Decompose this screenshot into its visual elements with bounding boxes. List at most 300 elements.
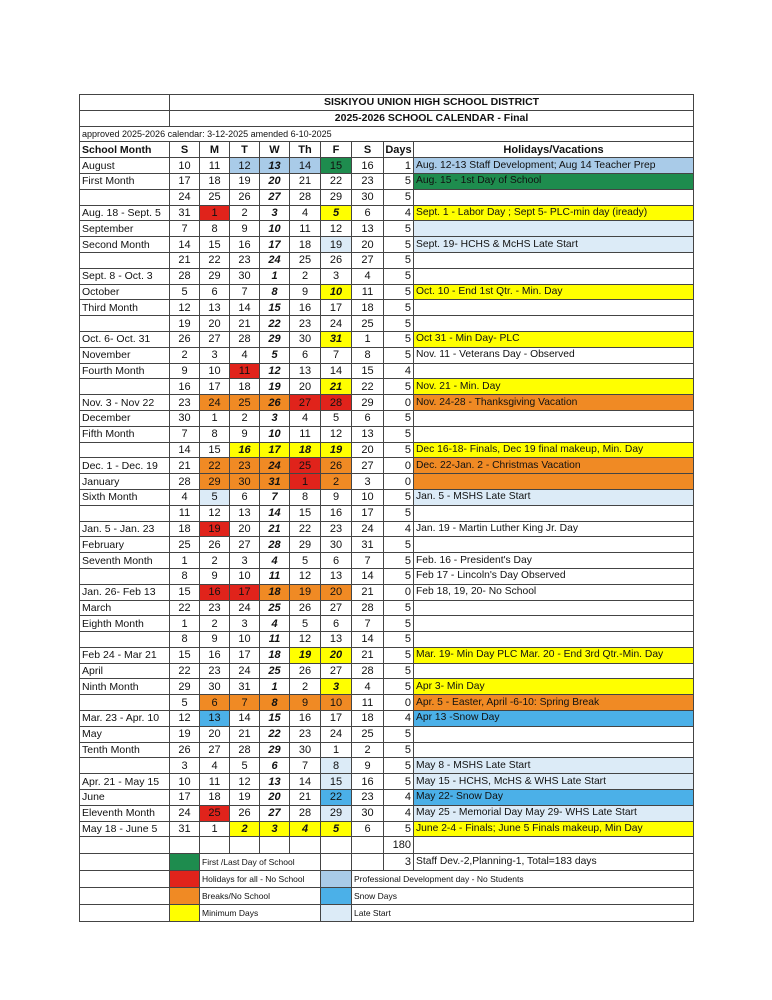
day-cell: 8 bbox=[200, 426, 230, 442]
school-month-label: First Month bbox=[80, 173, 170, 189]
day-cell: 26 bbox=[321, 252, 352, 268]
school-days-count: 5 bbox=[384, 347, 414, 363]
day-cell: 20 bbox=[260, 173, 290, 189]
day-cell: 9 bbox=[321, 489, 352, 505]
day-cell: 11 bbox=[200, 774, 230, 790]
day-cell: 13 bbox=[321, 568, 352, 584]
school-days-count: 5 bbox=[384, 821, 414, 837]
school-month-label bbox=[80, 252, 170, 268]
calendar-week-row bbox=[80, 347, 694, 363]
holiday-note bbox=[414, 221, 694, 237]
holiday-note bbox=[414, 252, 694, 268]
day-cell: 29 bbox=[352, 395, 384, 411]
day-cell: 18 bbox=[352, 300, 384, 316]
day-cell: 20 bbox=[321, 584, 352, 600]
calendar-week-row bbox=[80, 300, 694, 316]
day-cell: 31 bbox=[321, 331, 352, 347]
day-cell: 14 bbox=[290, 158, 321, 174]
day-cell: 9 bbox=[200, 568, 230, 584]
day-cell: 10 bbox=[170, 158, 200, 174]
calendar-week-row bbox=[80, 821, 694, 837]
day-cell: 22 bbox=[200, 252, 230, 268]
calendar-week-row bbox=[80, 774, 694, 790]
school-month-label: August bbox=[80, 158, 170, 174]
blank-cell bbox=[352, 837, 384, 854]
day-cell: 7 bbox=[230, 284, 260, 300]
holiday-note: June 2-4 - Finals; June 5 Finals makeup, Min Day bbox=[414, 821, 694, 837]
day-cell: 24 bbox=[260, 252, 290, 268]
calendar-week-row bbox=[80, 442, 694, 458]
calendar-week-row bbox=[80, 221, 694, 237]
day-cell: 6 bbox=[260, 758, 290, 774]
day-cell: 23 bbox=[230, 252, 260, 268]
calendar-week-row bbox=[80, 521, 694, 537]
day-cell: 16 bbox=[352, 158, 384, 174]
school-month-label: Eleventh Month bbox=[80, 805, 170, 821]
day-cell: 31 bbox=[260, 474, 290, 490]
day-cell: 7 bbox=[170, 221, 200, 237]
day-cell: 12 bbox=[290, 568, 321, 584]
legend-label: Breaks/No School bbox=[200, 888, 321, 905]
day-cell: 27 bbox=[200, 331, 230, 347]
day-cell: 26 bbox=[170, 331, 200, 347]
day-cell: 1 bbox=[200, 410, 230, 426]
day-cell: 7 bbox=[352, 616, 384, 632]
day-cell: 7 bbox=[260, 489, 290, 505]
calendar-week-row bbox=[80, 237, 694, 253]
day-cell: 5 bbox=[260, 347, 290, 363]
day-cell: 5 bbox=[290, 553, 321, 569]
day-cell: 16 bbox=[290, 300, 321, 316]
calendar-week-row bbox=[80, 758, 694, 774]
school-month-label: May 18 - June 5 bbox=[80, 821, 170, 837]
day-cell: 21 bbox=[230, 726, 260, 742]
school-month-label: February bbox=[80, 537, 170, 553]
school-month-label: Nov. 3 - Nov 22 bbox=[80, 395, 170, 411]
calendar-title: 2025-2026 SCHOOL CALENDAR - Final bbox=[170, 110, 694, 126]
day-cell: 1 bbox=[290, 474, 321, 490]
holiday-note: Feb 18, 19, 20- No School bbox=[414, 584, 694, 600]
day-cell: 4 bbox=[230, 347, 260, 363]
day-cell: 3 bbox=[260, 410, 290, 426]
calendar-week-row bbox=[80, 252, 694, 268]
school-month-label: Seventh Month bbox=[80, 553, 170, 569]
day-cell: 29 bbox=[321, 189, 352, 205]
day-cell: 4 bbox=[290, 410, 321, 426]
day-cell: 13 bbox=[321, 632, 352, 648]
day-cell: 24 bbox=[170, 189, 200, 205]
day-cell: 3 bbox=[170, 758, 200, 774]
school-days-count: 0 bbox=[384, 395, 414, 411]
day-cell: 10 bbox=[200, 363, 230, 379]
day-cell: 23 bbox=[200, 600, 230, 616]
day-cell: 17 bbox=[230, 584, 260, 600]
day-cell: 25 bbox=[170, 537, 200, 553]
calendar-week-row bbox=[80, 331, 694, 347]
day-cell: 18 bbox=[260, 647, 290, 663]
day-cell: 1 bbox=[260, 679, 290, 695]
school-days-count: 5 bbox=[384, 663, 414, 679]
day-cell: 16 bbox=[230, 442, 260, 458]
day-cell: 8 bbox=[321, 758, 352, 774]
day-cell: 7 bbox=[352, 553, 384, 569]
day-cell: 30 bbox=[321, 537, 352, 553]
holiday-note: Sept. 1 - Labor Day ; Sept 5- PLC-min day (iready) bbox=[414, 205, 694, 221]
day-cell: 25 bbox=[200, 805, 230, 821]
day-cell: 5 bbox=[321, 410, 352, 426]
school-month-label: November bbox=[80, 347, 170, 363]
day-cell: 31 bbox=[352, 537, 384, 553]
day-cell: 25 bbox=[260, 663, 290, 679]
day-cell: 19 bbox=[200, 521, 230, 537]
day-cell: 18 bbox=[260, 584, 290, 600]
day-cell: 9 bbox=[290, 284, 321, 300]
day-cell: 17 bbox=[260, 442, 290, 458]
day-cell: 22 bbox=[170, 600, 200, 616]
calendar-week-row bbox=[80, 268, 694, 284]
day-cell: 11 bbox=[290, 221, 321, 237]
blank-corner bbox=[80, 110, 170, 126]
totals-row bbox=[80, 837, 694, 854]
day-cell: 14 bbox=[170, 237, 200, 253]
day-cell: 15 bbox=[260, 300, 290, 316]
day-cell: 9 bbox=[200, 632, 230, 648]
day-cell: 28 bbox=[230, 331, 260, 347]
day-cell: 20 bbox=[290, 379, 321, 395]
day-cell: 16 bbox=[290, 711, 321, 727]
day-cell: 25 bbox=[230, 395, 260, 411]
day-cell: 28 bbox=[230, 742, 260, 758]
day-cell: 11 bbox=[170, 505, 200, 521]
day-cell: 23 bbox=[290, 316, 321, 332]
day-cell: 19 bbox=[290, 647, 321, 663]
day-cell: 20 bbox=[352, 237, 384, 253]
day-cell: 27 bbox=[352, 252, 384, 268]
calendar-week-row bbox=[80, 616, 694, 632]
day-cell: 20 bbox=[260, 790, 290, 806]
school-month-label: Ninth Month bbox=[80, 679, 170, 695]
day-cell: 12 bbox=[260, 363, 290, 379]
school-days-count: 5 bbox=[384, 537, 414, 553]
day-cell: 28 bbox=[290, 805, 321, 821]
school-month-label bbox=[80, 758, 170, 774]
calendar-table bbox=[79, 94, 694, 922]
day-cell: 25 bbox=[352, 316, 384, 332]
day-cell: 30 bbox=[290, 742, 321, 758]
day-cell: 24 bbox=[352, 521, 384, 537]
day-cell: 1 bbox=[200, 821, 230, 837]
school-days-count: 5 bbox=[384, 568, 414, 584]
legend-row bbox=[80, 888, 694, 905]
day-cell: 26 bbox=[230, 189, 260, 205]
holiday-note: Nov. 11 - Veterans Day - Observed bbox=[414, 347, 694, 363]
day-cell: 24 bbox=[321, 316, 352, 332]
school-days-count: 5 bbox=[384, 600, 414, 616]
calendar-week-row bbox=[80, 379, 694, 395]
school-month-label bbox=[80, 568, 170, 584]
day-cell: 14 bbox=[290, 774, 321, 790]
calendar-week-row bbox=[80, 189, 694, 205]
day-cell: 15 bbox=[290, 505, 321, 521]
school-days-count: 0 bbox=[384, 695, 414, 711]
day-cell: 6 bbox=[321, 553, 352, 569]
day-cell: 23 bbox=[200, 663, 230, 679]
day-cell: 3 bbox=[321, 268, 352, 284]
day-cell: 28 bbox=[321, 395, 352, 411]
day-cell: 31 bbox=[170, 821, 200, 837]
school-days-count: 5 bbox=[384, 189, 414, 205]
day-cell: 15 bbox=[170, 584, 200, 600]
day-cell: 24 bbox=[230, 600, 260, 616]
day-cell: 7 bbox=[321, 347, 352, 363]
day-cell: 12 bbox=[321, 221, 352, 237]
day-cell: 8 bbox=[260, 284, 290, 300]
legend-swatch bbox=[170, 871, 200, 888]
blank-cell bbox=[80, 905, 170, 922]
day-cell: 13 bbox=[260, 774, 290, 790]
calendar-week-row bbox=[80, 679, 694, 695]
day-cell: 22 bbox=[321, 173, 352, 189]
day-cell: 15 bbox=[200, 442, 230, 458]
day-cell: 1 bbox=[170, 616, 200, 632]
day-cell: 22 bbox=[260, 316, 290, 332]
school-days-count: 4 bbox=[384, 205, 414, 221]
school-month-label bbox=[80, 189, 170, 205]
holiday-note bbox=[414, 616, 694, 632]
blank-cell bbox=[230, 837, 260, 854]
school-days-count: 5 bbox=[384, 237, 414, 253]
holiday-note bbox=[414, 268, 694, 284]
day-cell: 9 bbox=[352, 758, 384, 774]
day-cell: 2 bbox=[230, 821, 260, 837]
day-cell: 11 bbox=[260, 568, 290, 584]
school-month-label: Eighth Month bbox=[80, 616, 170, 632]
day-cell: 14 bbox=[321, 363, 352, 379]
day-cell: 24 bbox=[170, 805, 200, 821]
holiday-note: Jan. 5 - MSHS Late Start bbox=[414, 489, 694, 505]
calendar-week-row bbox=[80, 489, 694, 505]
day-cell: 21 bbox=[230, 316, 260, 332]
day-cell: 30 bbox=[230, 268, 260, 284]
day-header: Th bbox=[290, 142, 321, 158]
day-cell: 3 bbox=[230, 616, 260, 632]
day-cell: 11 bbox=[200, 158, 230, 174]
school-month-label: Fifth Month bbox=[80, 426, 170, 442]
day-cell: 27 bbox=[321, 600, 352, 616]
school-month-label: March bbox=[80, 600, 170, 616]
day-cell: 24 bbox=[230, 663, 260, 679]
day-cell: 11 bbox=[352, 695, 384, 711]
day-cell: 12 bbox=[321, 426, 352, 442]
day-cell: 2 bbox=[321, 474, 352, 490]
school-month-label: April bbox=[80, 663, 170, 679]
holiday-note: Mar. 19- Min Day PLC Mar. 20 - End 3rd Qtr.-Min. Day bbox=[414, 647, 694, 663]
day-cell: 22 bbox=[321, 790, 352, 806]
school-month-header: School Month bbox=[80, 142, 170, 158]
day-cell: 5 bbox=[230, 758, 260, 774]
day-header: F bbox=[321, 142, 352, 158]
day-cell: 7 bbox=[230, 695, 260, 711]
day-cell: 16 bbox=[321, 505, 352, 521]
holiday-note bbox=[414, 537, 694, 553]
calendar-week-row bbox=[80, 505, 694, 521]
day-cell: 4 bbox=[290, 205, 321, 221]
day-cell: 27 bbox=[260, 805, 290, 821]
day-cell: 13 bbox=[230, 505, 260, 521]
day-cell: 23 bbox=[352, 173, 384, 189]
holiday-note: May 25 - Memorial Day May 29- WHS Late Start bbox=[414, 805, 694, 821]
calendar-week-row bbox=[80, 584, 694, 600]
day-cell: 26 bbox=[290, 663, 321, 679]
holiday-note: Aug. 15 - 1st Day of School bbox=[414, 173, 694, 189]
holiday-note: May 15 - HCHS, McHS & WHS Late Start bbox=[414, 774, 694, 790]
day-cell: 4 bbox=[352, 679, 384, 695]
day-cell: 10 bbox=[260, 426, 290, 442]
school-days-count: 4 bbox=[384, 521, 414, 537]
school-days-count: 4 bbox=[384, 711, 414, 727]
holiday-note bbox=[414, 363, 694, 379]
day-cell: 25 bbox=[260, 600, 290, 616]
day-cell: 16 bbox=[200, 647, 230, 663]
day-cell: 19 bbox=[260, 379, 290, 395]
day-cell: 22 bbox=[170, 663, 200, 679]
day-cell: 18 bbox=[290, 237, 321, 253]
school-days-count: 4 bbox=[384, 805, 414, 821]
school-month-label: Jan. 5 - Jan. 23 bbox=[80, 521, 170, 537]
holiday-note: Feb. 16 - President's Day bbox=[414, 553, 694, 569]
day-cell: 27 bbox=[321, 663, 352, 679]
day-cell: 14 bbox=[230, 300, 260, 316]
day-cell: 13 bbox=[290, 363, 321, 379]
day-cell: 29 bbox=[260, 331, 290, 347]
day-cell: 4 bbox=[260, 616, 290, 632]
school-month-label: Mar. 23 - Apr. 10 bbox=[80, 711, 170, 727]
day-cell: 28 bbox=[260, 537, 290, 553]
day-cell: 10 bbox=[352, 489, 384, 505]
school-month-label bbox=[80, 695, 170, 711]
day-cell: 15 bbox=[321, 774, 352, 790]
blank-corner bbox=[80, 95, 170, 111]
day-cell: 23 bbox=[321, 521, 352, 537]
day-cell: 8 bbox=[260, 695, 290, 711]
day-cell: 11 bbox=[352, 284, 384, 300]
day-cell: 30 bbox=[230, 474, 260, 490]
day-cell: 19 bbox=[170, 726, 200, 742]
holiday-note bbox=[414, 410, 694, 426]
day-cell: 10 bbox=[260, 221, 290, 237]
school-month-label: Fourth Month bbox=[80, 363, 170, 379]
day-cell: 27 bbox=[260, 189, 290, 205]
school-month-label: Sept. 8 - Oct. 3 bbox=[80, 268, 170, 284]
day-cell: 20 bbox=[200, 726, 230, 742]
day-cell: 13 bbox=[352, 221, 384, 237]
day-cell: 2 bbox=[200, 616, 230, 632]
legend-row bbox=[80, 854, 694, 871]
day-cell: 10 bbox=[230, 568, 260, 584]
blank-cell bbox=[414, 837, 694, 854]
day-cell: 14 bbox=[352, 632, 384, 648]
day-cell: 2 bbox=[200, 553, 230, 569]
day-cell: 12 bbox=[230, 774, 260, 790]
school-days-count: 5 bbox=[384, 173, 414, 189]
days-count-header: Days bbox=[385, 143, 412, 156]
blank-cell bbox=[290, 837, 321, 854]
day-cell: 26 bbox=[290, 600, 321, 616]
day-cell: 2 bbox=[352, 742, 384, 758]
day-cell: 18 bbox=[170, 521, 200, 537]
day-header: W bbox=[260, 142, 290, 158]
day-cell: 10 bbox=[170, 774, 200, 790]
holiday-note: Oct 31 - Min Day- PLC bbox=[414, 331, 694, 347]
day-cell: 17 bbox=[321, 300, 352, 316]
school-days-count: 5 bbox=[384, 221, 414, 237]
day-cell: 21 bbox=[352, 584, 384, 600]
legend-swatch bbox=[321, 871, 352, 888]
day-cell: 26 bbox=[321, 458, 352, 474]
day-cell: 3 bbox=[260, 821, 290, 837]
school-month-label: September bbox=[80, 221, 170, 237]
day-cell: 22 bbox=[200, 458, 230, 474]
day-cell: 9 bbox=[170, 363, 200, 379]
day-cell: 13 bbox=[260, 158, 290, 174]
day-cell: 9 bbox=[230, 221, 260, 237]
day-cell: 16 bbox=[230, 237, 260, 253]
legend-label: Snow Days bbox=[352, 888, 694, 905]
blank-cell bbox=[260, 837, 290, 854]
day-cell: 6 bbox=[200, 695, 230, 711]
day-cell: 27 bbox=[352, 458, 384, 474]
day-cell: 3 bbox=[200, 347, 230, 363]
day-cell: 5 bbox=[290, 616, 321, 632]
day-cell: 15 bbox=[200, 237, 230, 253]
day-cell: 4 bbox=[290, 821, 321, 837]
day-cell: 18 bbox=[200, 790, 230, 806]
holiday-note: Nov. 24-28 - Thanksgiving Vacation bbox=[414, 395, 694, 411]
school-month-label: Jan. 26- Feb 13 bbox=[80, 584, 170, 600]
blank-cell bbox=[352, 854, 384, 871]
school-month-label: Tenth Month bbox=[80, 742, 170, 758]
day-cell: 30 bbox=[170, 410, 200, 426]
calendar-week-row bbox=[80, 395, 694, 411]
day-cell: 2 bbox=[170, 347, 200, 363]
school-days-count: 5 bbox=[384, 268, 414, 284]
staff-days-count: 3 bbox=[384, 854, 414, 871]
blank-cell bbox=[80, 888, 170, 905]
day-cell: 25 bbox=[352, 726, 384, 742]
staff-days-note: Staff Dev.-2,Planning-1, Total=183 days bbox=[414, 854, 694, 871]
calendar-week-row bbox=[80, 205, 694, 221]
day-cell: 26 bbox=[230, 805, 260, 821]
day-cell: 12 bbox=[230, 158, 260, 174]
day-cell: 12 bbox=[290, 632, 321, 648]
calendar-week-row bbox=[80, 158, 694, 174]
holiday-note bbox=[414, 726, 694, 742]
school-days-count: 4 bbox=[384, 363, 414, 379]
day-cell: 6 bbox=[352, 205, 384, 221]
day-cell: 14 bbox=[230, 711, 260, 727]
day-cell: 26 bbox=[260, 395, 290, 411]
day-header: T bbox=[230, 142, 260, 158]
day-cell: 21 bbox=[170, 458, 200, 474]
day-cell: 4 bbox=[260, 553, 290, 569]
school-month-label: December bbox=[80, 410, 170, 426]
calendar-week-row bbox=[80, 790, 694, 806]
legend-swatch bbox=[321, 905, 352, 922]
day-cell: 30 bbox=[352, 189, 384, 205]
day-cell: 28 bbox=[352, 600, 384, 616]
school-month-label bbox=[80, 442, 170, 458]
school-days-count: 4 bbox=[384, 790, 414, 806]
